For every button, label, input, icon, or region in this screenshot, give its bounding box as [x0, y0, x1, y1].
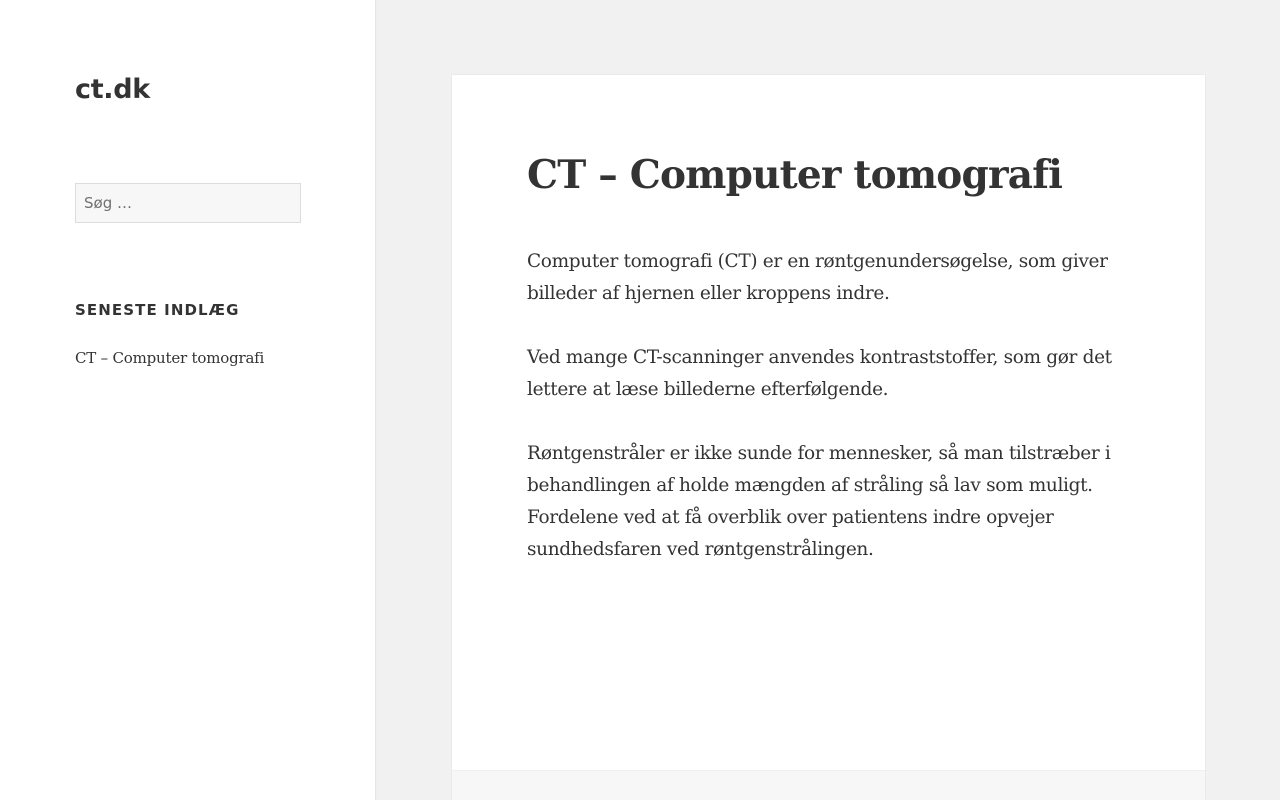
- post-content: [527, 246, 1127, 598]
- post-footer: [452, 770, 1205, 800]
- recent-post-link[interactable]: CT – Computer tomografi: [75, 349, 265, 367]
- recent-posts-heading: SENESTE INDLÆG: [75, 301, 240, 319]
- search-input[interactable]: [75, 183, 301, 223]
- list-item: [75, 346, 264, 370]
- post-paragraph: Computer tomografi (CT) er en røntgenundersøgelse, som giver billeder af hjernen eller kroppens indre.: [527, 251, 1108, 304]
- recent-posts-list: [75, 346, 264, 370]
- post-article: [452, 75, 1205, 800]
- site-title-link[interactable]: ct.dk: [75, 74, 150, 105]
- search-form: [75, 183, 301, 223]
- post-paragraph: Røntgenstråler er ikke sunde for mennesker, så man tilstræber i behandlingen af holde mængden af stråling så lav som muligt. Fordelene ved at få overblik over patientens indre opvejer sundhedsfaren ved røntgenstrålingen.: [527, 443, 1111, 560]
- post-title: CT – Computer tomografi: [527, 152, 1063, 198]
- post-paragraph: Ved mange CT-scanninger anvendes kontraststoffer, som gør det lettere at læse billederne efterfølgende.: [527, 347, 1112, 400]
- sidebar: [0, 0, 376, 800]
